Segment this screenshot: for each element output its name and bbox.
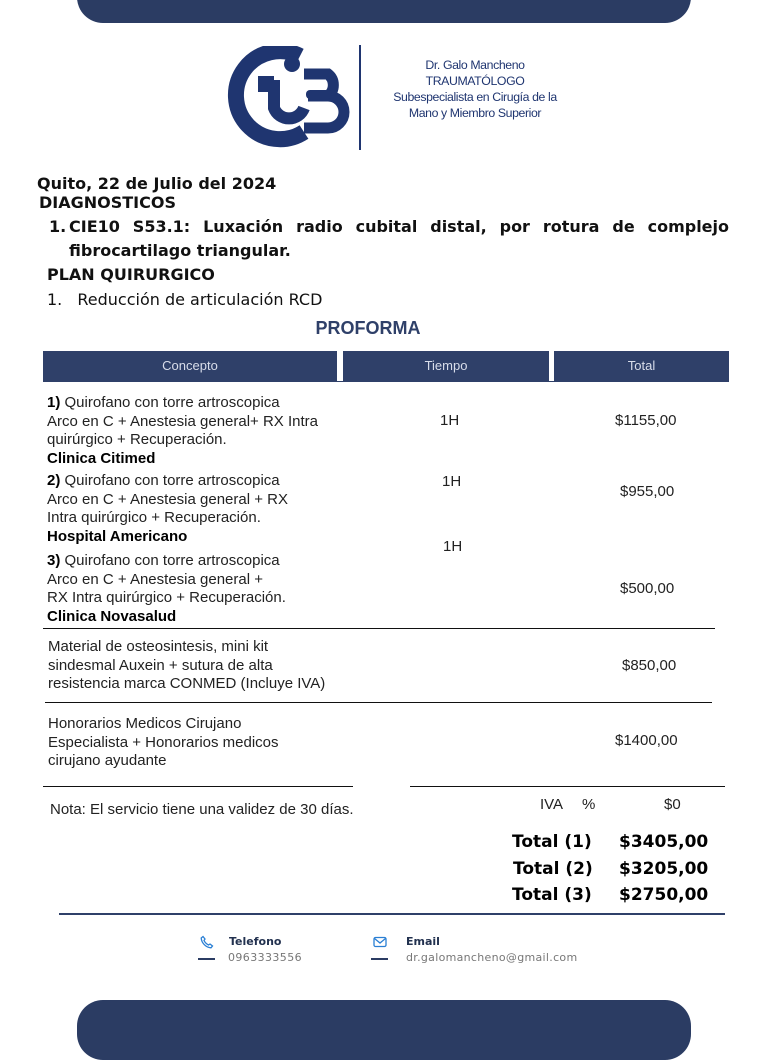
material-line: resistencia marca CONMED (Incluye IVA)	[48, 675, 326, 692]
diagnostic-text-line2: fibrocartilago triangular.	[69, 241, 291, 260]
date-line: Quito, 22 de Julio del 2024	[37, 174, 277, 193]
row-desc-line: Arco en C + Anestesia general +	[47, 570, 263, 588]
fees-line: Honorarios Medicos Cirujano	[48, 715, 242, 732]
email-address[interactable]: dr.galomancheno@gmail.com	[406, 951, 578, 964]
total-3-label: Total (3)	[512, 885, 592, 905]
row-desc-line: Intra quirúrgico + Recuperación.	[47, 509, 261, 526]
diagnostics-heading: DIAGNOSTICOS	[39, 193, 176, 212]
row-divider	[45, 702, 712, 703]
phone-icon-underline	[198, 958, 215, 960]
fees-row	[48, 715, 368, 771]
row-desc-line: Arco en C + Anestesia general + RX	[47, 490, 288, 508]
clinic-logo	[208, 46, 356, 148]
plan-heading: PLAN QUIRURGICO	[47, 265, 215, 284]
doctor-subspecialty-2: Mano y Miembro Superior	[408, 106, 542, 120]
phone-icon	[200, 935, 214, 949]
total-3-value: $2750,00	[619, 885, 709, 905]
doctor-subspecialty-1: Subespecialista en Cirugía de la	[393, 90, 557, 104]
material-line: sindesmal Auxein + sutura de alta	[48, 656, 273, 674]
material-line: Material de osteosintesis, mini kit	[48, 638, 269, 655]
plan-item	[47, 290, 322, 309]
row-time: 1H	[443, 538, 463, 555]
row-total: $500,00	[620, 580, 675, 597]
total-1-label: Total (1)	[512, 832, 592, 852]
row-index: 3)	[47, 552, 61, 569]
column-header-concepto: Concepto	[43, 351, 337, 381]
email-icon	[373, 936, 387, 948]
fees-line: cirujano ayudante	[48, 752, 167, 769]
row-divider	[43, 628, 715, 629]
email-icon-underline	[371, 958, 388, 960]
row-desc-line: RX Intra quirúrgico + Recuperación.	[47, 589, 286, 606]
row-time: 1H	[440, 412, 460, 429]
proforma-title: PROFORMA	[315, 318, 421, 338]
material-total: $850,00	[622, 657, 677, 674]
material-row	[48, 638, 368, 694]
row-time: 1H	[442, 473, 462, 490]
row-desc-line: Quirofano con torre artroscopica	[64, 394, 280, 411]
plan-number: 1.	[47, 290, 63, 309]
row-clinic: Clinica Citimed	[47, 449, 156, 467]
table-row	[47, 394, 357, 468]
row-desc-line: Quirofano con torre artroscopica	[64, 552, 280, 569]
table-row	[47, 552, 357, 626]
bottom-footer-band	[77, 1000, 691, 1060]
fees-total: $1400,00	[615, 732, 678, 749]
total-2-value: $3205,00	[619, 859, 709, 879]
logo-divider	[359, 45, 361, 150]
top-header-band	[77, 0, 691, 23]
row-index: 1)	[47, 394, 61, 411]
diagnostic-number: 1.	[49, 217, 67, 236]
row-index: 2)	[47, 472, 61, 489]
validity-note: Nota: El servicio tiene una validez de 30 días.	[50, 801, 354, 818]
doctor-info-block	[368, 57, 582, 121]
total-1-value: $3405,00	[619, 832, 709, 852]
row-total: $955,00	[620, 483, 675, 500]
doctor-specialty: TRAUMATÓLOGO	[425, 74, 525, 88]
doctor-name: Dr. Galo Mancheno	[425, 58, 525, 72]
row-clinic: Clinica Novasalud	[47, 607, 177, 625]
phone-label: Telefono	[229, 935, 282, 948]
iva-value: $0	[664, 796, 681, 813]
row-total: $1155,00	[615, 412, 677, 429]
total-2-label: Total (2)	[513, 859, 593, 879]
row-desc-line: Quirofano con torre artroscopica	[64, 472, 280, 489]
diagnostic-text-line1: CIE10 S53.1: Luxación radio cubital distal, por rotura de complejo	[69, 217, 729, 236]
column-header-total: Total	[554, 351, 729, 381]
plan-text: Reducción de articulación RCD	[77, 290, 323, 309]
row-clinic: Hospital Americano	[47, 527, 188, 545]
phone-number: 0963333556	[228, 951, 302, 964]
table-row	[47, 472, 357, 546]
iva-label: IVA	[540, 796, 564, 813]
row-desc-line: Arco en C + Anestesia general+ RX Intra	[47, 412, 318, 430]
iva-percent: %	[582, 796, 596, 813]
header-underline	[43, 381, 729, 382]
fees-line: Especialista + Honorarios medicos	[48, 733, 279, 751]
row-divider	[410, 786, 725, 787]
footer-rule	[59, 913, 725, 915]
row-desc-line: quirúrgico + Recuperación.	[47, 431, 227, 448]
row-divider	[43, 786, 353, 787]
column-header-tiempo: Tiempo	[343, 351, 549, 381]
email-label: Email	[406, 935, 440, 948]
